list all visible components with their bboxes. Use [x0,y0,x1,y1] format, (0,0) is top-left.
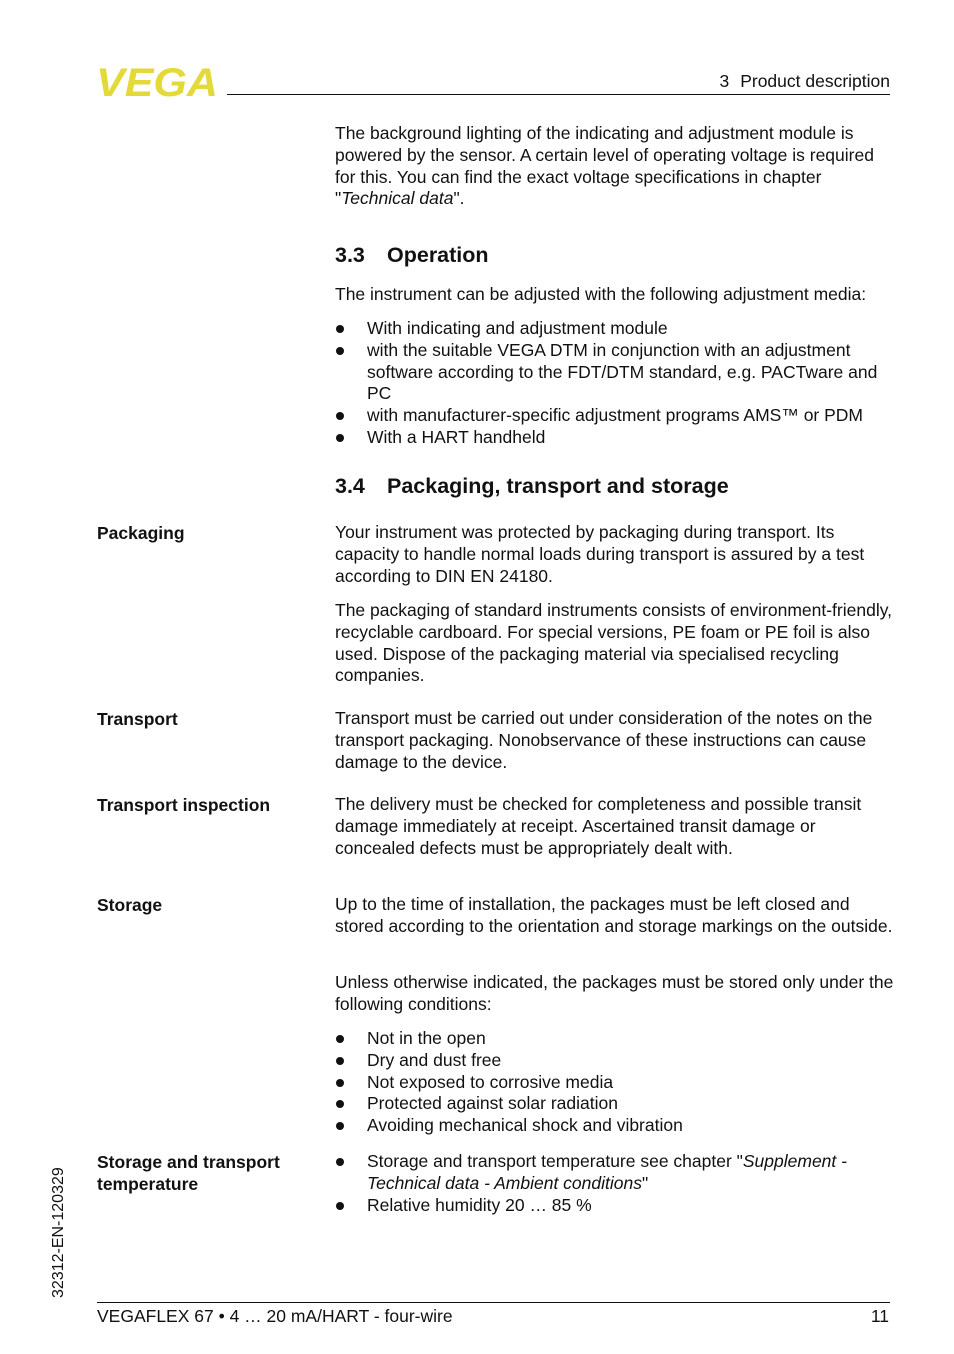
section-number: 3 [719,71,730,91]
side-label-line: temperature [97,1174,199,1194]
heading-number: 3.4 [335,474,365,498]
side-label-storage: Storage [97,895,163,915]
list-item: With indicating and adjustment module [335,318,895,340]
operation-list [335,318,895,449]
storage-paragraph-2: Unless otherwise indicated, the packages must be stored only under the following conditions: [335,972,894,1014]
heading-operation [335,243,489,268]
footer-divider [97,1302,890,1303]
list-item: with manufacturer-specific adjustment programs AMS™ or PDM [335,405,895,427]
document-id: 32312-EN-120329 [50,1167,67,1298]
page-number: 11 [870,1306,889,1326]
transport-paragraph: Transport must be carried out under consideration of the notes on the transport packaging. Nonobservance of these instructions can cause damage to the device. [335,708,873,772]
intro-text-end: ". [453,188,465,209]
footer-product-name: VEGAFLEX 67 • 4 … 20 mA/HART - four-wire [97,1306,453,1326]
list-item: Not in the open [335,1028,895,1050]
heading-number: 3.3 [335,243,365,267]
side-label-storage-temperature [97,1151,280,1195]
side-label-transport: Transport [97,709,178,729]
storage-conditions-list [335,1028,895,1137]
section-title: Product description [740,71,890,91]
side-label-packaging: Packaging [97,523,185,543]
list-item: Relative humidity 20 … 85 % [335,1195,895,1217]
heading-title: Packaging, transport and storage [387,474,729,498]
list-item: Not exposed to corrosive media [335,1072,895,1094]
chapter-reference: Supplement - Technical data - Ambient conditions [367,1151,847,1193]
storage-temperature-list [335,1151,895,1216]
running-header [719,71,890,92]
packaging-paragraph-2: The packaging of standard instruments consists of environment-friendly, recyclable cardboard. For special versions, PE foam or PE foil is also used. Dispose of the packaging material via specialised recycling companies. [335,600,893,686]
transport-inspection-paragraph: The delivery must be checked for completeness and possible transit damage immediately at receipt. Ascertained transit damage or concealed defects must be appropriately dealt with. [335,794,862,858]
side-label-transport-inspection: Transport inspection [97,795,271,815]
list-item [335,1151,895,1195]
intro-text: The background lighting of the indicating and adjustment module is powered by the sensor. A certain level of operating voltage is required for this. You can find the exact voltage specifications in chapter " [335,123,874,209]
operation-intro: The instrument can be adjusted with the following adjustment media: [335,284,867,304]
list-item: with the suitable VEGA DTM in conjunction with an adjustment software according to the FDT/DTM standard, e.g. PACTware and PC [335,340,895,405]
packaging-paragraph-1: Your instrument was protected by packaging during transport. Its capacity to handle normal loads during transport is assured by a test according to DIN EN 24180. [335,522,865,586]
list-item: Avoiding mechanical shock and vibration [335,1115,895,1137]
list-item: Dry and dust free [335,1050,895,1072]
list-item-text: Storage and transport temperature see chapter " [367,1151,743,1171]
side-label-line: Storage and transport [97,1152,280,1172]
intro-italic-ref: Technical data [341,188,454,209]
list-item: Protected against solar radiation [335,1093,895,1115]
list-item-text-end: " [641,1172,649,1193]
intro-paragraph [335,123,895,210]
logo-text: VEGA [96,66,218,98]
heading-title: Operation [387,243,489,267]
list-item: With a HART handheld [335,427,895,449]
heading-packaging-transport-storage [335,474,729,499]
header-divider [227,94,890,95]
vega-logo [96,66,220,98]
storage-paragraph-1: Up to the time of installation, the packages must be left closed and stored according to the orientation and storage markings on the outside. [335,894,893,936]
